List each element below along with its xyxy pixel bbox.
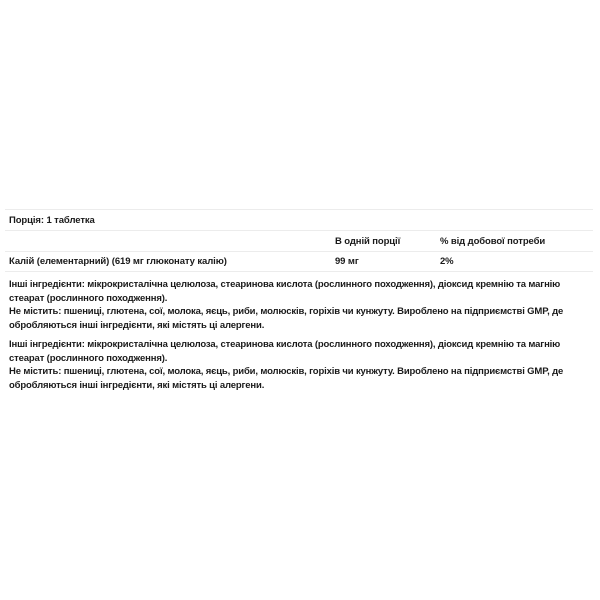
table-header-row <box>5 230 593 251</box>
nutrient-name: Калій (елементарний) (619 мг глюконату калію) <box>9 256 227 267</box>
ingredients-note-block <box>9 278 594 332</box>
nutrient-daily-value: 2% <box>440 256 454 267</box>
header-amount: В одній порції <box>335 235 401 247</box>
serving-size-row <box>5 209 593 230</box>
table-row <box>5 251 593 272</box>
other-ingredients-text: Інші інгредієнти: мікрокристалічна целюлоза, стеаринова кислота (рослинного походження), діоксид кремнію та магнію стеарат (рослинного походження). <box>9 279 561 304</box>
nutrient-amount: 99 мг <box>335 256 359 267</box>
supplement-facts-table <box>5 209 593 272</box>
allergen-statement-text: Не містить: пшениці, глютена, сої, молока, яєць, риби, молюсків, горіхів чи кунжуту. Вироблено на підприємстві GMP, де обробляються інші інгредієнти, які містять ці алергени. <box>9 306 564 331</box>
header-daily-value: % від добової потреби <box>440 235 546 247</box>
allergen-statement-text: Не містить: пшениці, глютена, сої, молока, яєць, риби, молюсків, горіхів чи кунжуту. Вироблено на підприємстві GMP, де обробляються інші інгредієнти, які містять ці алергени. <box>9 366 564 391</box>
ingredients-note-block <box>9 338 594 392</box>
serving-size: Порція: 1 таблетка <box>9 214 95 226</box>
other-ingredients-text: Інші інгредієнти: мікрокристалічна целюлоза, стеаринова кислота (рослинного походження), діоксид кремнію та магнію стеарат (рослинного походження). <box>9 339 561 364</box>
